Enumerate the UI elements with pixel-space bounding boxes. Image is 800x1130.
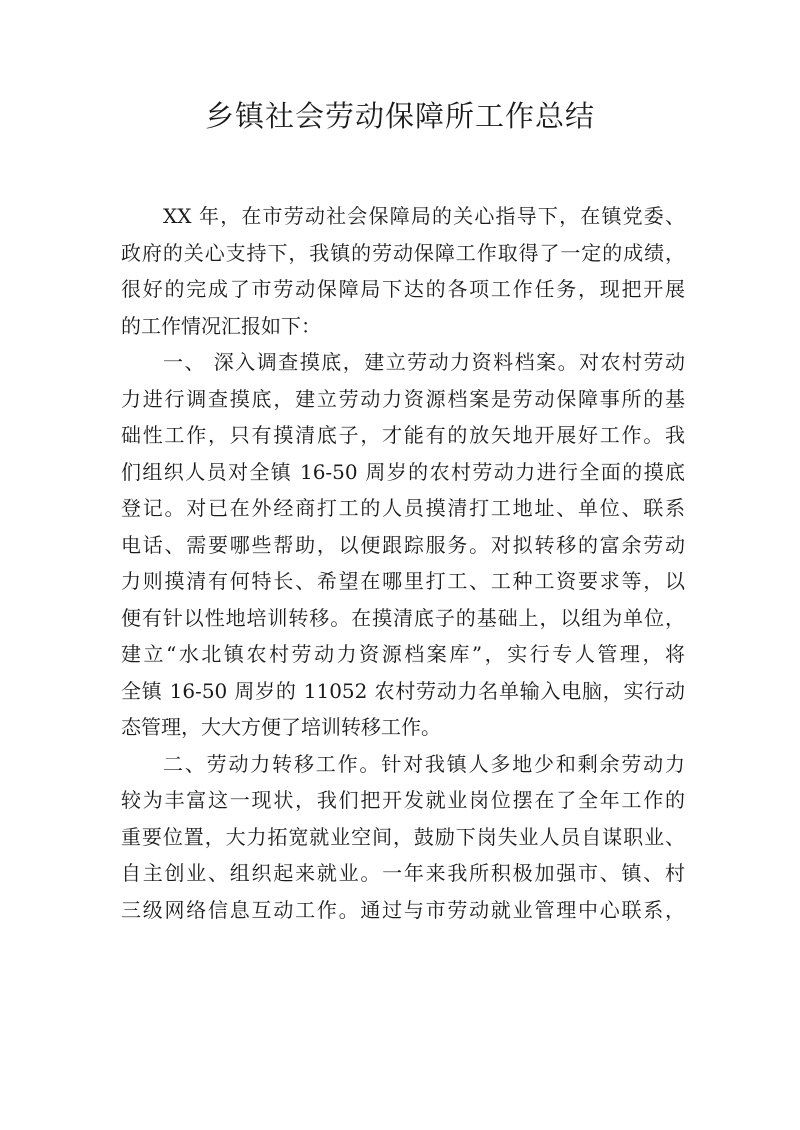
paragraph-line: 力进行调查摸底，建立劳动力资源档案是劳动保障事所的基 xyxy=(121,386,685,411)
paragraph-line: 二、劳动力转移工作。针对我镇人多地少和剩余劳动力 xyxy=(163,751,685,776)
paragraph-line: 的工作情况汇报如下： xyxy=(121,313,321,338)
paragraph-line: 便有针以性地培训转移。在摸清底子的基础上，以组为单位， xyxy=(121,605,685,630)
paragraph-line: 重要位置，大力拓宽就业空间，鼓励下岗失业人员自谋职业、 xyxy=(121,824,685,849)
paragraph-line: 一、 深入调查摸底，建立劳动力资料档案。对农村劳动 xyxy=(163,350,685,374)
paragraph-line: 态管理，大大方便了培训转移工作。 xyxy=(121,715,441,739)
document-title: 乡镇社会劳动保障所工作总结 xyxy=(204,99,595,133)
paragraph-line: 电话、需要哪些帮助，以便跟踪服务。对拟转移的富余劳动 xyxy=(121,532,685,557)
paragraph-line: 很好的完成了市劳动保障局下达的各项工作任务，现把开展 xyxy=(121,277,685,301)
paragraph-line: 们组织人员对全镇 16-50 周岁的农村劳动力进行全面的摸底 xyxy=(121,459,685,484)
paragraph-line: 自主创业、组织起来就业。一年来我所积极加强市、镇、村 xyxy=(121,861,685,885)
paragraph-line: 政府的关心支持下，我镇的劳动保障工作取得了一定的成绩， xyxy=(121,240,685,265)
paragraph-line: XX 年，在市劳动社会保障局的关心指导下，在镇党委、 xyxy=(163,204,685,228)
paragraph-line: 较为丰富这一现状，我们把开发就业岗位摆在了全年工作的 xyxy=(121,788,685,812)
paragraph-line: 全镇 16-50 周岁的 11052 农村劳动力名单输入电脑，实行动 xyxy=(121,678,685,703)
paragraph-line: 建立“水北镇农村劳动力资源档案库”，实行专人管理，将 xyxy=(121,642,685,666)
document-body xyxy=(121,198,685,928)
paragraph-line: 力则摸清有何特长、希望在哪里打工、工种工资要求等，以 xyxy=(121,569,685,593)
paragraph-line: 础性工作，只有摸清底子，才能有的放矢地开展好工作。我 xyxy=(121,423,685,447)
paragraph-line: 三级网络信息互动工作。通过与市劳动就业管理中心联系， xyxy=(121,897,685,922)
paragraph-line: 登记。对已在外经商打工的人员摸清打工地址、单位、联系 xyxy=(121,496,685,520)
